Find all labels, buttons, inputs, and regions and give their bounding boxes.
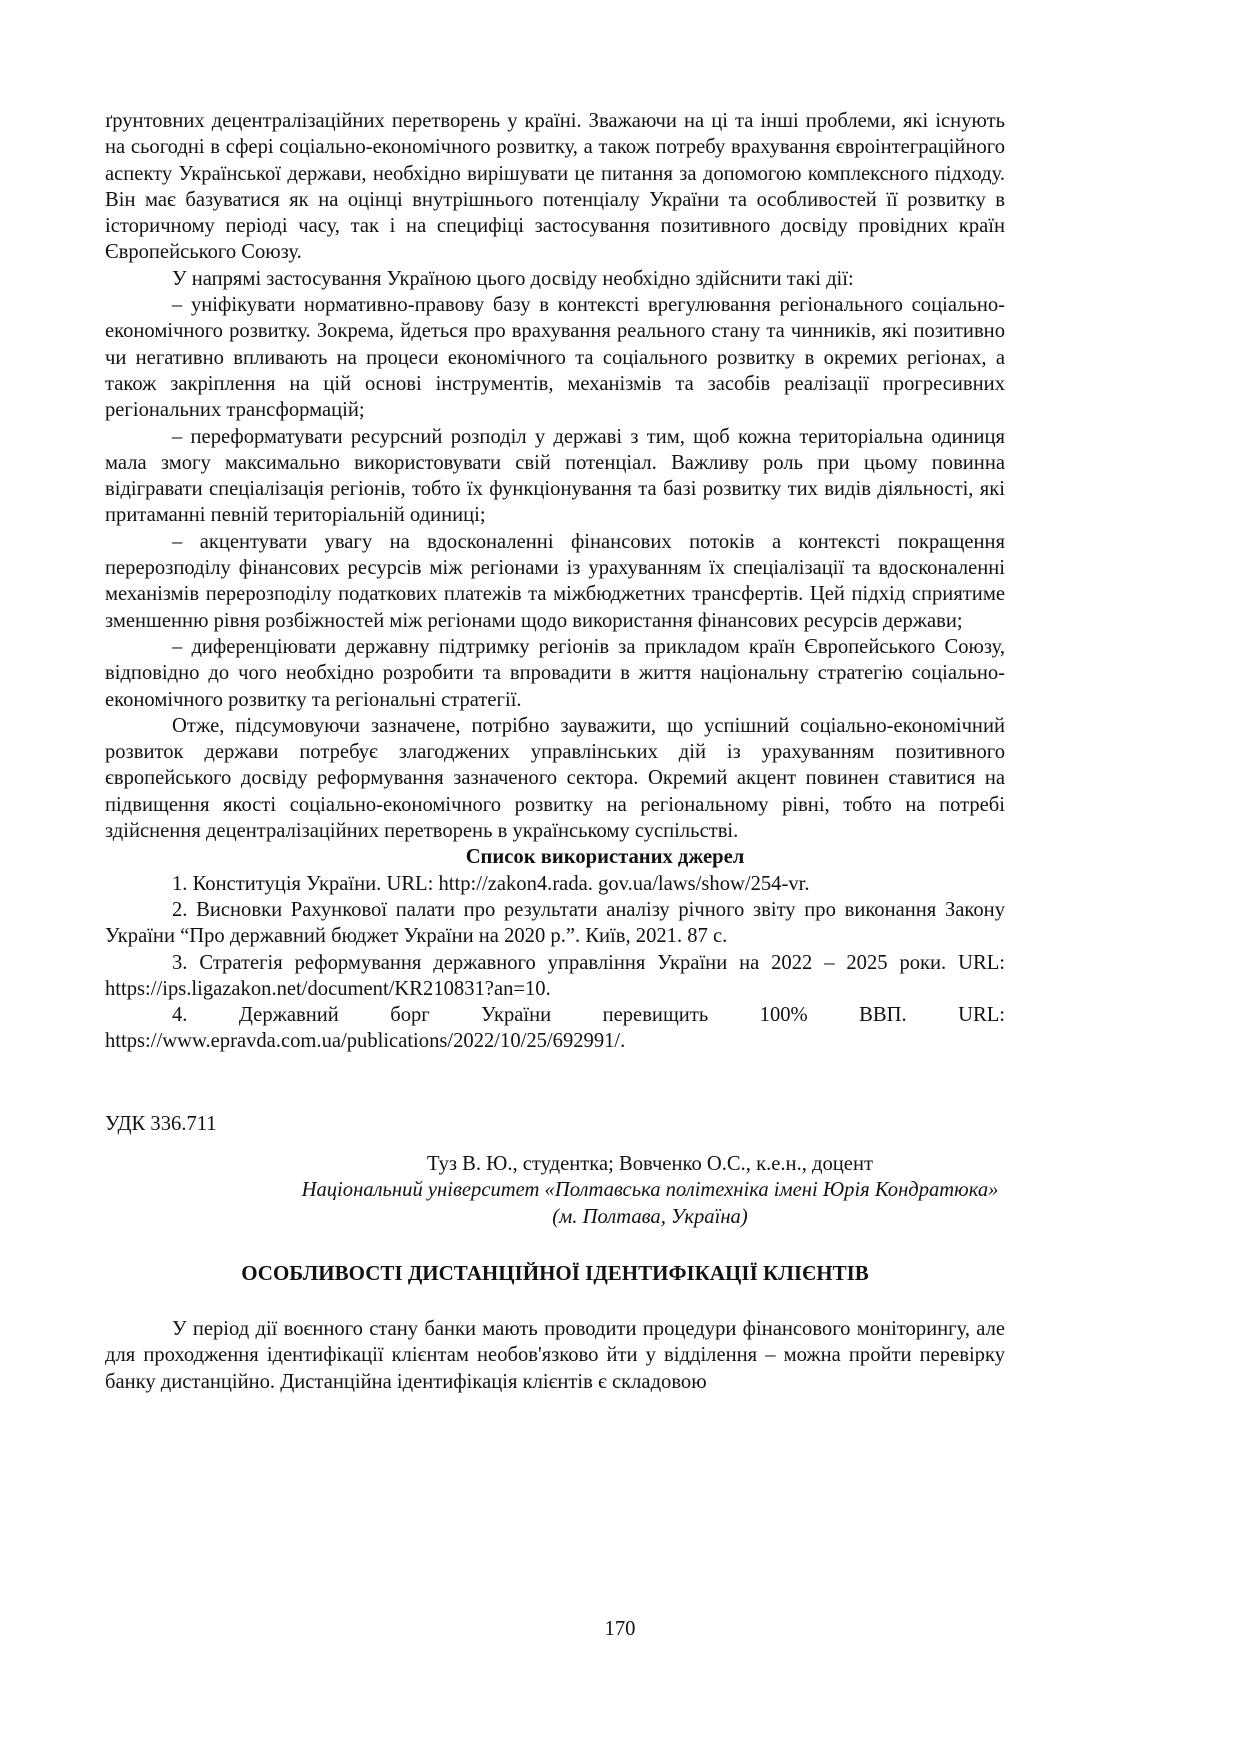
reference-item: 3. Стратегія реформування державного управління України на 2022 – 2025 роки. URL: https://ips.ligazakon.net/document/KR210831?an=10.	[105, 951, 1005, 1000]
action-item: – переформатувати ресурсний розподіл у державі з тим, щоб кожна територіальна одиниця мала змогу максимально використовувати свій потенціал. Важливу роль при цьому повинна відігравати спеціалізація регіонів, тобто їх функціонування та базі розвитку тих видів діяльності, які притаманні певній територіальній одиниці;	[105, 425, 1005, 527]
action-item: – уніфікувати нормативно-правову базу в контексті врегулювання регіонального соціально-економічного розвитку. Зокрема, йдеться про врахування реального стану та чинників, які позитивно чи негативно впливають на процеси економічного та соціального розвитку в окремих регіонах, а також закріплення на цій основі інструментів, механізмів та засобів реалізації прогресивних регіональних трансформацій;	[105, 294, 1005, 422]
document-page	[105, 108, 1005, 1395]
action-item: – диференціювати державну підтримку регіонів за прикладом країн Європейського Союзу, відповідно до чого необхідно розробити та впровадити в життя національну стратегію соціально-економічного розвитку та регіональні стратегії.	[105, 635, 1005, 711]
article-location: (м. Полтава, Україна)	[552, 1205, 748, 1228]
article-title: ОСОБЛИВОСТІ ДИСТАНЦІЙНОЇ ІДЕНТИФІКАЦІЇ КЛІЄНТІВ	[241, 1260, 869, 1285]
reference-item: 1. Конституція України. URL: http://zakon4.rada. gov.ua/laws/show/254-vr.	[172, 872, 810, 895]
references-title: Список використаних джерел	[465, 846, 745, 869]
article-body-paragraph: У період дії воєнного стану банки мають проводити процедури фінансового моніторингу, але для проходження ідентифікації клієнтам необов'язково йти у відділення – можна пройти перевірку банку дистанційно. Дистанційна ідентифікація клієнтів є складовою	[105, 1318, 1005, 1393]
action-item: – акцентувати увагу на вдосконаленні фінансових потоків а контексті покращення перерозподілу фінансових ресурсів між регіонами із урахуванням їх спеціалізації та вдосконаленні механізмів перерозподілу податкових платежів та міжбюджетних трансфертів. Цей підхід сприятиме зменшенню рівня розбіжностей між регіонами щодо використання фінансових ресурсів держави;	[105, 530, 1005, 632]
references-list	[105, 871, 1005, 1055]
article-affiliation: Національний університет «Полтавська політехніка імені Юрія Кондратюка»	[301, 1179, 999, 1202]
conclusion-paragraph: Отже, підсумовуючи зазначене, потрібно зауважити, що успішний соціально-економічний розвиток держави потребує злагоджених управлінських дій із урахуванням позитивного європейського досвіду реформування зазначеного сектора. Окремий акцент повинен ставитися на підвищення якості соціально-економічного розвитку на регіональному рівні, тобто на потребі здійснення децентралізаційних перетворень в українському суспільстві.	[105, 714, 1005, 843]
actions-intro-paragraph: У напрямі застосування Україною цього досвіду необхідно здійснити такі дії:	[172, 267, 854, 290]
reference-item: 2. Висновки Рахункової палати про результати аналізу річного звіту про виконання Закону України “Про державний бюджет України на 2020 р.”. Київ, 2021. 87 с.	[105, 898, 1005, 948]
reference-item: 4. Державний борг України перевищить 100% ВВП. URL:	[172, 1004, 1005, 1027]
page-number: 170	[604, 1618, 636, 1640]
reference-item-url: https://www.epravda.com.ua/publications/2022/10/25/692991/.	[105, 1030, 626, 1053]
udk-code: УДК 336.711	[105, 1112, 217, 1135]
article-authors: Туз В. Ю., студентка; Вовченко О.С., к.е.н., доцент	[427, 1152, 873, 1175]
continuation-paragraph: ґрунтовних децентралізаційних перетворень у країні. Зважаючи на ці та інші проблеми, які існують на сьогодні в сфері соціально-економічного розвитку, а також потребу врахування євроінтеграційного аспекту Української держави, необхідно вирішувати це питання за допомогою комплексного підходу. Він має базуватися як на оцінці внутрішнього потенціалу України та особливостей її розвитку в історичному періоді часу, так і на специфіці застосування позитивного досвіду провідних країн Європейського Союзу.	[105, 110, 1005, 264]
